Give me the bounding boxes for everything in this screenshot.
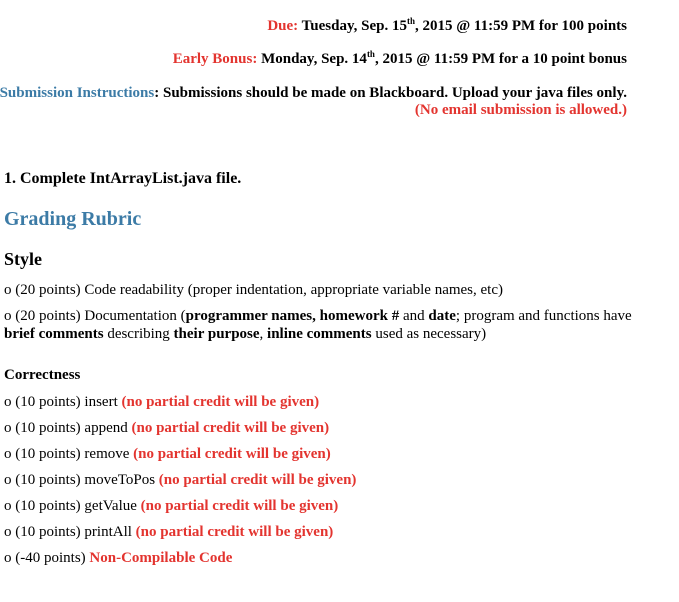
correctness-item-note: (no partial credit will be given)	[131, 420, 330, 436]
grading-rubric-heading: Grading Rubric	[4, 208, 142, 230]
correctness-item-movetopos	[4, 471, 356, 489]
early-bonus-line	[173, 51, 627, 68]
correctness-item-printall	[4, 523, 333, 541]
correctness-item-remove	[4, 445, 331, 463]
style-item-documentation	[4, 307, 632, 343]
doc-text-5: ,	[259, 326, 268, 342]
doc-bold-1: programmer names, homework #	[185, 308, 400, 324]
no-email-note: (No email submission is allowed.)	[414, 102, 627, 118]
doc-text-4: describing	[103, 326, 174, 342]
early-bonus-date-suffix: th	[366, 49, 375, 59]
submission-label: Submission Instructions	[0, 85, 155, 101]
correctness-item-insert	[4, 393, 319, 411]
correctness-item-note: (no partial credit will be given)	[158, 472, 357, 488]
doc-text-3: ; program and functions have	[455, 308, 632, 324]
correctness-item-getvalue	[4, 497, 338, 515]
doc-bold-4: their purpose	[173, 326, 260, 342]
submission-text: : Submissions should be made on Blackboard. Upload your java files only.	[154, 85, 627, 101]
doc-text-1: o (20 points) Documentation (	[4, 308, 186, 324]
correctness-item-note: (no partial credit will be given)	[121, 394, 320, 410]
task-heading: 1. Complete IntArrayList.java file.	[4, 170, 242, 187]
correctness-item-text: o (10 points) remove	[4, 446, 134, 462]
style-item-readability: o (20 points) Code readability (proper indentation, appropriate variable names, etc)	[4, 282, 503, 298]
due-date: Tuesday, Sep. 15	[301, 18, 407, 34]
doc-bold-2: date	[428, 308, 456, 324]
doc-bold-5: inline comments	[267, 326, 372, 342]
submission-line	[0, 85, 627, 102]
correctness-item-text: o (10 points) getValue	[4, 498, 141, 514]
correctness-item-text: o (10 points) append	[4, 420, 132, 436]
correctness-item-note: (no partial credit will be given)	[133, 446, 331, 462]
due-time: , 2015 @ 11:59 PM for 100 points	[414, 18, 627, 34]
doc-bold-3: brief comments	[4, 326, 104, 342]
due-line	[267, 18, 627, 35]
doc-text-2: and	[399, 308, 429, 324]
correctness-item-note: (no partial credit will be given)	[135, 524, 334, 540]
correctness-item-append	[4, 419, 329, 437]
style-heading: Style	[4, 249, 42, 269]
correctness-item-note: (no partial credit will be given)	[140, 498, 339, 514]
correctness-item-text: o (10 points) printAll	[4, 524, 136, 540]
correctness-item-text: o (-40 points)	[4, 550, 90, 566]
correctness-item-text: o (10 points) moveToPos	[4, 472, 159, 488]
correctness-item-note: Non-Compilable Code	[89, 550, 233, 566]
due-date-suffix: th	[406, 16, 415, 26]
early-bonus-time: , 2015 @ 11:59 PM for a 10 point bonus	[374, 51, 627, 67]
due-label: Due:	[267, 18, 299, 34]
early-bonus-date: Monday, Sep. 14	[261, 51, 367, 67]
correctness-item-non-compilable	[4, 549, 232, 567]
doc-text-6: used as necessary)	[371, 326, 487, 342]
early-bonus-label: Early Bonus:	[172, 51, 258, 67]
correctness-heading: Correctness	[4, 367, 81, 383]
correctness-item-text: o (10 points) insert	[4, 394, 122, 410]
